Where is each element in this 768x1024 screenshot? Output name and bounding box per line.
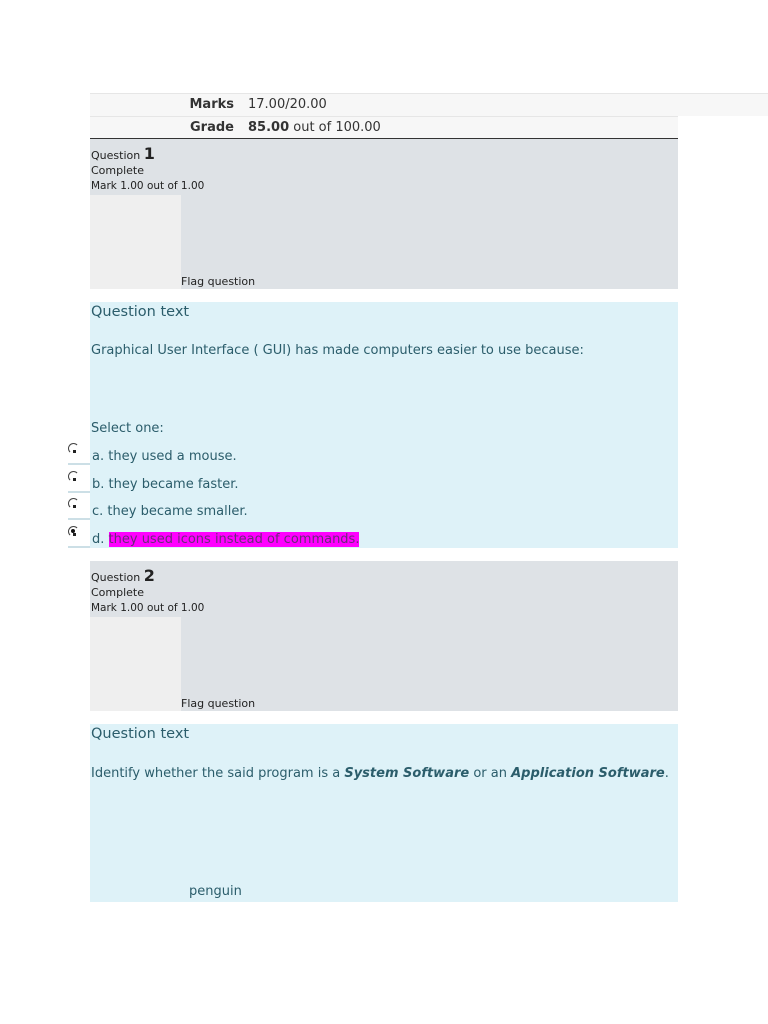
radio-option-d[interactable] (68, 526, 79, 537)
radio-tick-icon (73, 478, 76, 481)
option-b-text: they became faster. (108, 477, 239, 492)
option-b[interactable] (92, 477, 239, 492)
grade-row (90, 116, 678, 139)
radio-a-underline (68, 463, 90, 465)
grade-score: 85.00 (248, 120, 290, 135)
grade-label: Grade (190, 120, 234, 135)
question-2-number (91, 566, 155, 585)
question-2-number-prefix: Question (91, 571, 144, 584)
question-1-state: Complete (91, 164, 145, 177)
question-1-mark: Mark 1.00 out of 1.00 (91, 180, 205, 192)
grade-value (248, 120, 381, 135)
question-2-info-panel (90, 617, 181, 711)
option-a[interactable] (92, 449, 237, 464)
question-1-number-value: 1 (143, 144, 155, 163)
question-2-prompt-part-2: or an (469, 766, 512, 781)
radio-tick-icon (73, 533, 76, 536)
question-2-prompt (91, 766, 669, 781)
marks-label: Marks (189, 97, 234, 112)
radio-option-a[interactable] (68, 443, 79, 454)
question-2-heading: Question text (91, 726, 190, 742)
question-1-prompt: Graphical User Interface ( GUI) has made computers easier to use because: (91, 343, 584, 358)
option-c[interactable] (92, 504, 248, 519)
question-1-number (91, 144, 155, 163)
question-1-info (90, 139, 678, 289)
question-2-text (90, 724, 678, 902)
question-2-info (90, 561, 678, 711)
question-2-flag-link[interactable]: Flag question (181, 697, 256, 710)
radio-b-underline (68, 491, 90, 493)
radio-d-underline (68, 546, 90, 548)
marks-row (90, 93, 768, 116)
marks-value: 17.00/20.00 (248, 97, 327, 112)
option-a-text: they used a mouse. (108, 449, 237, 464)
question-2-mark: Mark 1.00 out of 1.00 (91, 602, 205, 614)
radio-option-b[interactable] (68, 471, 79, 482)
system-software-term: System Software (344, 766, 470, 781)
option-d[interactable] (92, 532, 359, 547)
question-1-info-panel (90, 195, 181, 289)
radio-tick-icon (73, 505, 76, 508)
question-2-prompt-part-1: Identify whether the said program is a (91, 766, 345, 781)
question-2-number-value: 2 (143, 566, 155, 585)
grade-out-of: out of 100.00 (289, 120, 381, 135)
question-1-number-prefix: Question (91, 149, 144, 162)
question-2-prompt-part-3: . (664, 766, 669, 781)
option-d-letter: d. (92, 532, 109, 547)
question-1-flag-link[interactable]: Flag question (181, 275, 256, 288)
option-b-letter: b. (92, 477, 109, 492)
radio-tick-icon (73, 450, 76, 453)
question-1-select-one: Select one: (91, 421, 164, 436)
option-a-letter: a. (92, 449, 109, 464)
option-d-text: they used icons instead of commands. (108, 532, 360, 547)
application-software-term: Application Software (511, 766, 665, 781)
radio-c-underline (68, 518, 90, 520)
option-c-text: they became smaller. (107, 504, 248, 519)
question-2-state: Complete (91, 586, 145, 599)
answer-item-penguin: penguin (189, 884, 242, 899)
question-1-text (90, 302, 678, 548)
radio-option-c[interactable] (68, 498, 79, 509)
option-c-letter: c. (92, 504, 108, 519)
question-1-heading: Question text (91, 304, 190, 320)
